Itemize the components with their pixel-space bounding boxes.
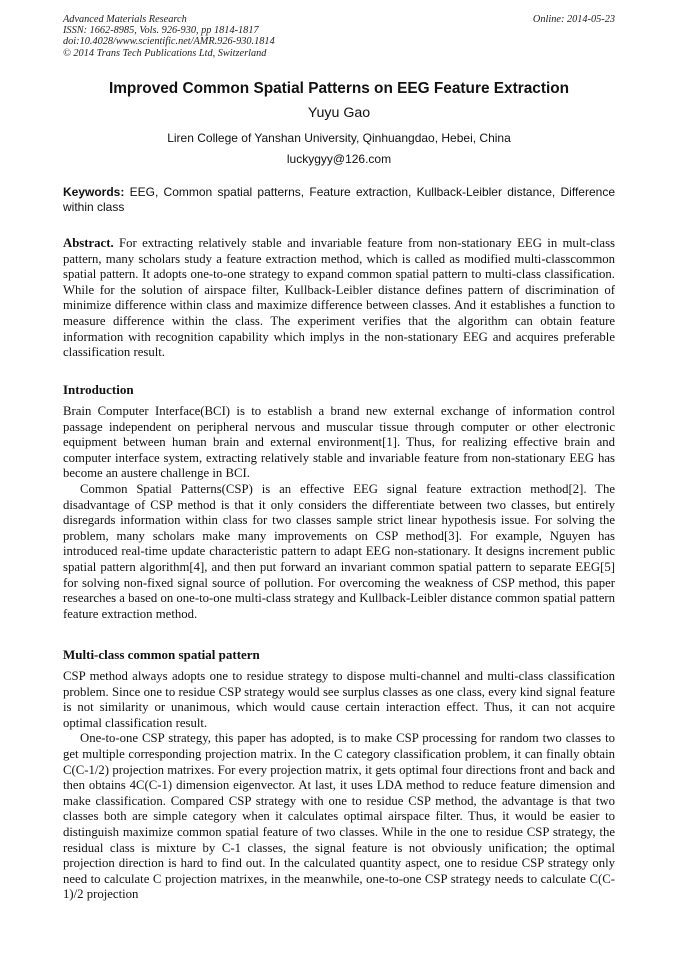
- multiclass-paragraph-2: One-to-one CSP strategy, this paper has adopted, is to make CSP processing for random two classes to get multiple corresponding projection matrix. In the C category classification problem, it can finally obtain C(C-1/2) projection matrixes. For every projection matrix, it gets optimal four directions front and back and then obtains 4C(C-1) dimension eigenvector. At last, it uses LDA method to reduce feature dimension and make classification. Compared CSP strategy with one to residue CSP method, the advantage is that two classes both are simple category when it calculates optimal airspace filter. Thus, it would be easier to distinguish maximize common spatial feature of two classes. While in the one to residue CSP strategy, the residual class is mixture by C-1 classes, the signal feature is not obviously unification; the optimal projection direction is hard to find out. In the calculated quantity aspect, one to residue CSP strategy only need to calculate C projection matrixes, in the meanwhile, one-to-one CSP strategy needs to calculate C(C-1)/2 projection: [63, 731, 615, 902]
- keywords-text: EEG, Common spatial patterns, Feature extraction, Kullback-Leibler distance, Difference within class: [63, 185, 615, 214]
- section-introduction: [63, 404, 615, 622]
- issn-line: ISSN: 1662-8985, Vols. 926-930, pp 1814-1817: [63, 25, 259, 37]
- introduction-paragraph-1: Brain Computer Interface(BCI) is to establish a brand new external exchange of information control passage independent on peripheral nervous and muscular tissue through computer or other electronic equipment between human brain and external environment[1]. Thus, for realizing effective brain and computer interface system, extracting relatively stable and invariable feature from non-stationary EEG has become an austere challenge in BCI.: [63, 404, 615, 481]
- doi-line[interactable]: doi:10.4028/www.scientific.net/AMR.926-930.1814: [63, 36, 275, 48]
- section-heading-introduction: Introduction: [63, 382, 134, 397]
- multiclass-paragraph-1: CSP method always adopts one to residue strategy to dispose multi-channel and multi-class classification problem. Since one to residue CSP strategy would see surplus classes as one class, every kind signal feature is not similarity or unanimous, which would cause certain interaction effect. Thus, it can not acquire optimal classification result.: [63, 669, 615, 730]
- copyright-line: © 2014 Trans Tech Publications Ltd, Switzerland: [63, 47, 267, 59]
- section-multiclass: [63, 669, 615, 903]
- author-email[interactable]: luckygyy@126.com: [286, 152, 392, 166]
- journal-header: [63, 14, 615, 59]
- abstract-text: For extracting relatively stable and invariable feature from non-stationary EEG in mult-class pattern, many scholars study a feature extraction method, which is called as modified multi-classcommon spatial pattern. It adopts one-to-one strategy to expand common spatial pattern to multi-class classification. While for the solution of airspace filter, Kullback-Leibler distance defines pattern of discrimination of minimize difference within class and maximize difference between classes. And it establishes a function to measure difference within the class. The experiment verifies that the algorithm can obtain feature information with recognition capability which implys in the non-stationary EEG and acquires preferable classification result.: [63, 236, 615, 360]
- introduction-paragraph-2: Common Spatial Patterns(CSP) is an effective EEG signal feature extraction method[2]. The disadvantage of CSP method is that it only considers the differentiate between two classes, but entirely disregards information within class for two classes sample strict linear hypothesis issue. For solving the problem, many scholars make many improvements on CSP method[3]. For example, Nguyen has introduced real-time update characteristic pattern to adapt EEG non-stationary. It designs increment public spatial pattern algorithm[4], and then put forward an invariant common spatial pattern to separate EEG[5] for solving non-fixed signal source of pollution. For overcoming the weakness of CSP method, this paper researches a based on one-to-one multi-class strategy and Kullback-Leibler distance common spatial pattern feature extraction method.: [63, 481, 615, 621]
- paper-title: Improved Common Spatial Patterns on EEG Feature Extraction: [108, 80, 570, 97]
- keywords-label: Keywords:: [63, 185, 125, 199]
- abstract-label: Abstract.: [63, 236, 114, 250]
- author-name: Yuyu Gao: [307, 105, 371, 121]
- journal-name: Advanced Materials Research: [63, 14, 187, 25]
- author-affiliation: Liren College of Yanshan University, Qinhuangdao, Hebei, China: [167, 131, 511, 145]
- online-date: Online: 2014-05-23: [532, 14, 615, 25]
- abstract-block: [63, 236, 615, 361]
- keywords-block: [63, 185, 615, 215]
- section-heading-multiclass: Multi-class common spatial pattern: [63, 647, 260, 662]
